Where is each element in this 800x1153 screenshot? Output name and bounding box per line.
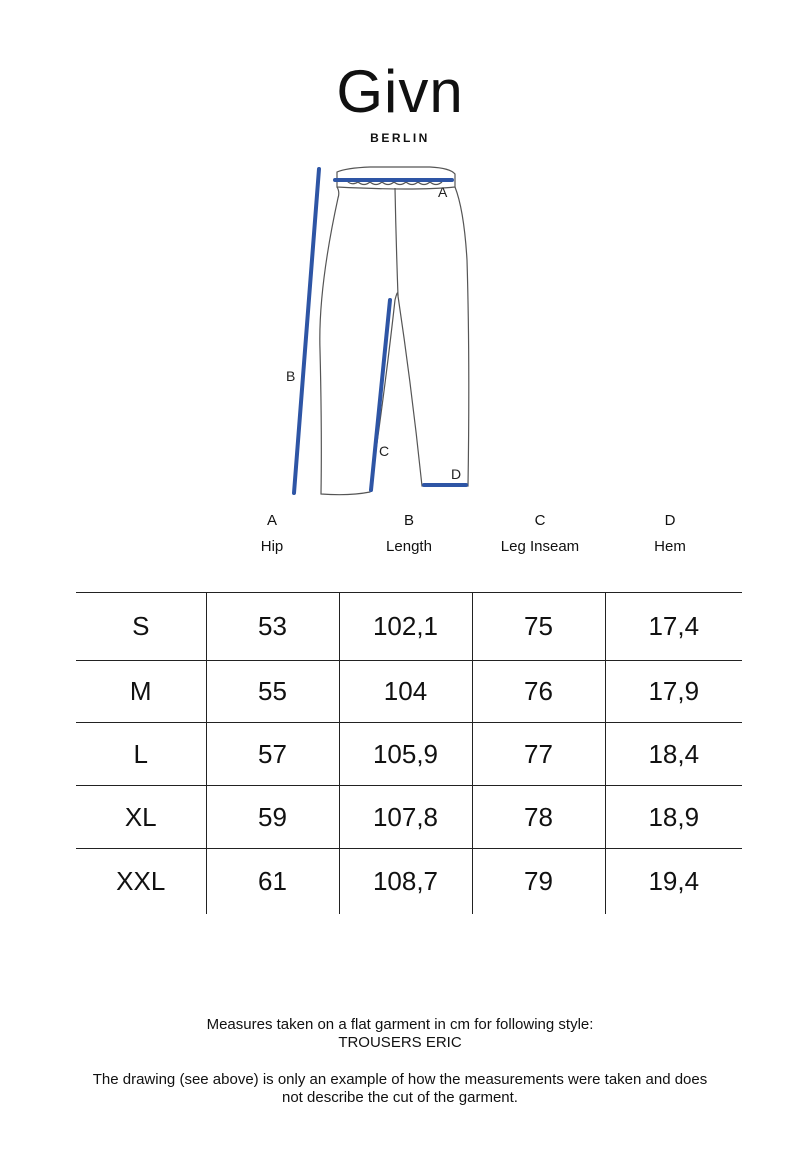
hem-value: 17,9: [605, 661, 742, 723]
hem-value: 18,4: [605, 723, 742, 786]
diagram-label-c: C: [379, 443, 390, 459]
hem-value: 17,4: [605, 593, 742, 661]
size-label: XL: [124, 801, 157, 832]
brand-logo: Givn: [336, 58, 464, 125]
hem-value: 18,9: [605, 786, 742, 849]
size-label: M: [129, 676, 152, 706]
table-row: [76, 786, 742, 849]
length-value: 107,8: [339, 786, 472, 849]
size-chart-table: [76, 592, 742, 914]
table-row: [76, 661, 742, 723]
inseam-value: 76: [472, 661, 605, 723]
brand-tagline: BERLIN: [370, 131, 430, 145]
inseam-value: 75: [472, 593, 605, 661]
table-row: [76, 593, 742, 661]
disclaimer-line-2: not describe the cut of the garment.: [282, 1089, 518, 1106]
column-name-hem: Hem: [654, 538, 686, 555]
column-letter-inseam: C: [534, 512, 546, 529]
table-row: [76, 849, 742, 914]
measure-note-line-1: Measures taken on a flat garment in cm for following style:: [206, 1016, 594, 1033]
disclaimer-note: [30, 1071, 770, 1107]
column-letter-length: B: [403, 512, 414, 529]
column-letter-hem: D: [664, 512, 676, 529]
hem-value: 19,4: [605, 849, 742, 914]
length-value: 102,1: [339, 593, 472, 661]
column-name-inseam: Leg Inseam: [500, 538, 580, 555]
column-name-hip: Hip: [260, 538, 284, 555]
size-label: L: [133, 738, 148, 769]
inseam-value: 77: [472, 723, 605, 786]
measure-note: [30, 1016, 770, 1052]
length-value: 104: [339, 661, 472, 723]
diagram-label-b: B: [286, 368, 296, 384]
size-label: XXL: [116, 865, 166, 896]
inseam-value: 78: [472, 786, 605, 849]
disclaimer-line-1: The drawing (see above) is only an example of how the measurements were taken and does: [92, 1071, 708, 1088]
size-label: S: [132, 611, 150, 641]
hip-value: 57: [206, 723, 339, 786]
column-name-length: Length: [386, 538, 432, 555]
table-row: [76, 723, 742, 786]
hip-value: 59: [206, 786, 339, 849]
hip-value: 53: [206, 593, 339, 661]
style-name: TROUSERS ERIC: [338, 1034, 462, 1051]
hip-value: 61: [206, 849, 339, 914]
trousers-measurement-diagram: [280, 160, 500, 505]
diagram-label-d: D: [451, 466, 462, 482]
inseam-measure-line: [371, 300, 390, 490]
length-value: 108,7: [339, 849, 472, 914]
diagram-label-a: A: [438, 184, 448, 200]
hip-value: 55: [206, 661, 339, 723]
trousers-outline: [320, 167, 469, 495]
length-measure-line: [294, 169, 319, 493]
column-letter-hip: A: [266, 512, 277, 529]
inseam-value: 79: [472, 849, 605, 914]
length-value: 105,9: [339, 723, 472, 786]
